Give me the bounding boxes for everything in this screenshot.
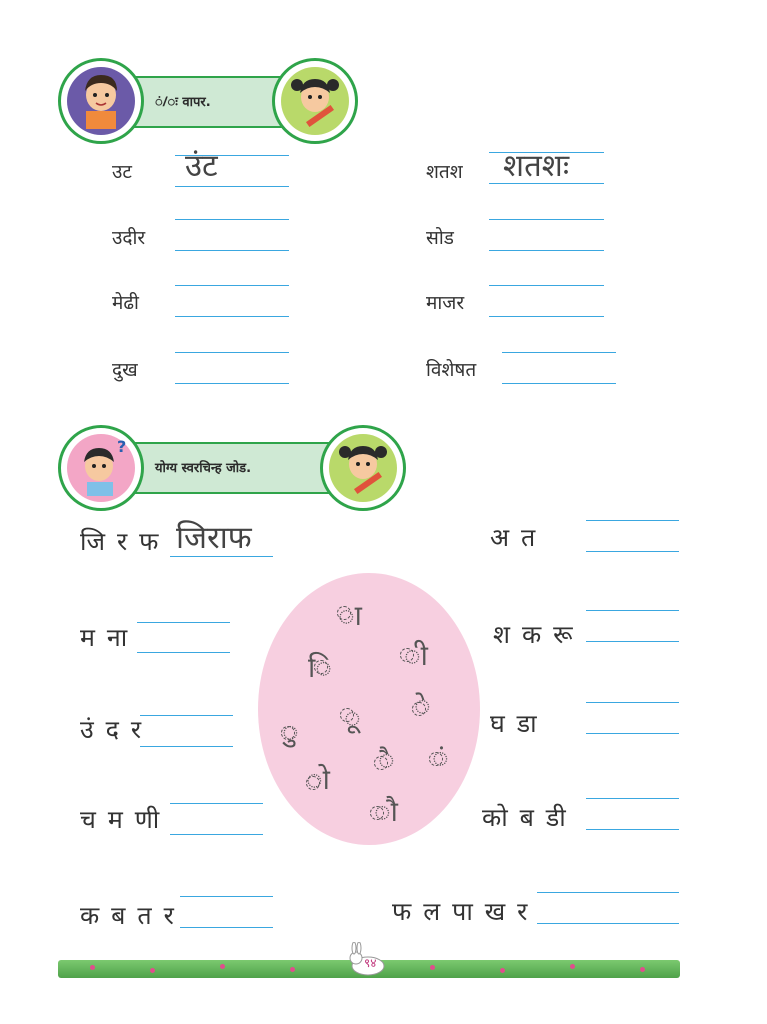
page-number: ९४ (364, 956, 377, 970)
word-2-8: घ डा (490, 709, 539, 738)
answer-line[interactable] (586, 610, 679, 611)
answer-line[interactable] (489, 316, 604, 317)
word-1-1: उट (112, 161, 132, 183)
word-2-2: म ना (80, 623, 130, 652)
vowel-sign: े (414, 689, 431, 722)
word-1-6: सोड (426, 227, 454, 249)
answer-line[interactable] (140, 715, 233, 716)
answer-line[interactable] (489, 285, 604, 286)
answer-line[interactable] (170, 834, 263, 835)
answer-line[interactable] (175, 383, 289, 384)
answer-line[interactable] (502, 383, 616, 384)
answer-line[interactable] (170, 556, 273, 557)
word-2-10: फ ल पा ख र (392, 897, 530, 926)
flower-decoration (290, 967, 295, 972)
answer-line[interactable] (175, 285, 289, 286)
example-answer-section2: जिराफ (176, 520, 252, 556)
dotted-circle (314, 660, 328, 674)
dotted-circle (429, 752, 443, 766)
answer-line[interactable] (586, 798, 679, 799)
word-1-7: माजर (426, 292, 465, 314)
answer-line[interactable] (489, 183, 604, 184)
flower-decoration (150, 968, 155, 973)
answer-line[interactable] (140, 746, 233, 747)
flower-decoration (500, 968, 505, 973)
vowel-sign: ौ (374, 795, 398, 828)
vowel-sign: ै (378, 743, 395, 776)
word-2-5: क ब त र (80, 901, 176, 930)
word-1-4: दुख (112, 359, 138, 381)
word-2-7: श क रू (493, 620, 575, 649)
answer-line[interactable] (537, 923, 679, 924)
dotted-circle (412, 702, 426, 716)
girl-thinking-avatar (58, 425, 144, 511)
word-2-9: को ब डी (482, 803, 568, 832)
flower-decoration (90, 965, 95, 970)
vowel-sign: ा (338, 599, 362, 632)
answer-line[interactable] (502, 352, 616, 353)
dotted-circle (374, 756, 388, 770)
answer-line[interactable] (586, 520, 679, 521)
answer-line[interactable] (175, 352, 289, 353)
flower-decoration (220, 964, 225, 969)
word-2-4: च म णी (80, 805, 162, 834)
word-1-5: शतश (426, 161, 463, 183)
word-2-3: उं द र (80, 715, 144, 744)
answer-line[interactable] (489, 250, 604, 251)
answer-line[interactable] (175, 250, 289, 251)
answer-line[interactable] (180, 927, 273, 928)
answer-line[interactable] (489, 152, 604, 153)
answer-line[interactable] (586, 641, 679, 642)
dotted-circle (281, 726, 295, 740)
answer-line[interactable] (175, 316, 289, 317)
answer-line[interactable] (586, 829, 679, 830)
example-answer-left: उंट (185, 148, 218, 184)
dotted-circle (340, 708, 354, 722)
dotted-circle (370, 806, 384, 820)
word-1-2: उदीर (112, 227, 146, 249)
section2-instruction: योग्य स्वरचिन्ह जोड. (155, 461, 252, 476)
answer-line[interactable] (586, 733, 679, 734)
example-answer-right: शतशः (503, 148, 570, 184)
vowel-sign: ु (282, 715, 299, 748)
answer-line[interactable] (489, 219, 604, 220)
answer-line[interactable] (175, 186, 289, 187)
answer-line[interactable] (180, 896, 273, 897)
answer-line[interactable] (137, 652, 230, 653)
answer-line[interactable] (137, 622, 230, 623)
flower-decoration (640, 967, 645, 972)
dotted-circle (337, 606, 351, 620)
word-1-8: विशेषत (426, 359, 477, 381)
vowel-sign: ो (306, 763, 330, 796)
section1-instruction: ं/ः वापर. (155, 95, 211, 110)
answer-line[interactable] (170, 803, 263, 804)
answer-line[interactable] (586, 702, 679, 703)
dotted-circle (306, 776, 320, 790)
girl-with-pencil-avatar (272, 58, 358, 144)
answer-line[interactable] (175, 219, 289, 220)
answer-line[interactable] (586, 551, 679, 552)
girl-with-pencil-avatar-2 (320, 425, 406, 511)
answer-line[interactable] (175, 155, 289, 156)
word-2-1: जि र फ (80, 527, 161, 556)
vowel-sign: ि (308, 651, 332, 684)
vowel-sign: ू (344, 701, 361, 734)
word-1-3: मेढी (112, 292, 139, 314)
vowel-signs-oval (258, 573, 480, 845)
boy-reading-avatar (58, 58, 144, 144)
dotted-circle (400, 648, 414, 662)
word-2-6: अ त (490, 523, 538, 552)
flower-decoration (570, 964, 575, 969)
vowel-sign: ं (432, 741, 449, 774)
flower-decoration (430, 965, 435, 970)
vowel-sign: ी (404, 639, 428, 672)
answer-line[interactable] (537, 892, 679, 893)
svg-text:?: ? (117, 437, 127, 456)
